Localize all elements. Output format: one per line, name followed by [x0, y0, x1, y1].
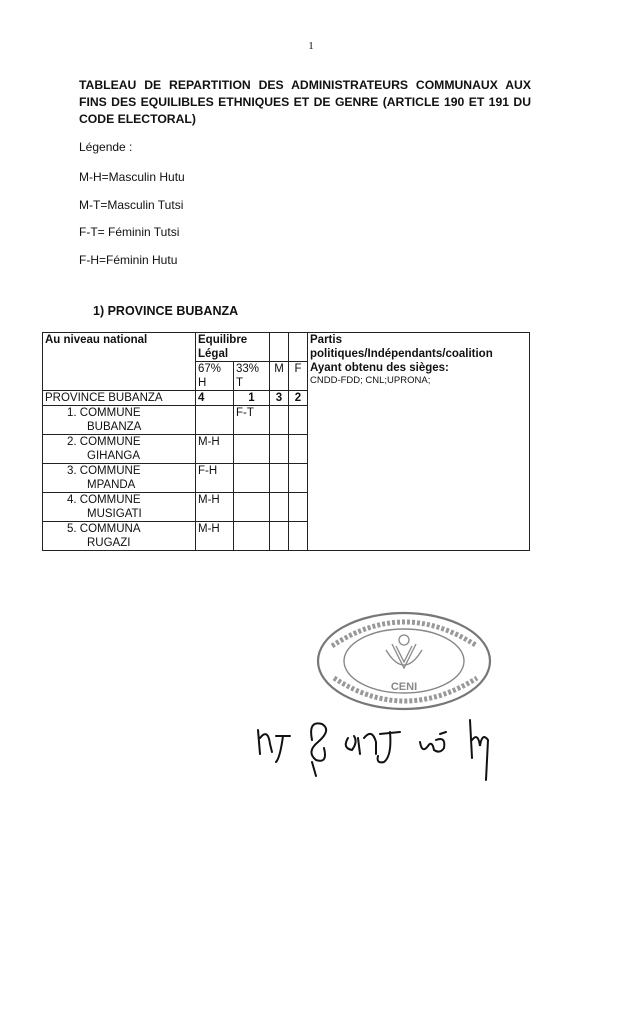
coat-of-arms-icon [386, 635, 422, 668]
header-level: Au niveau national [43, 333, 196, 391]
header-empty [270, 333, 289, 362]
commune-t [234, 522, 270, 551]
commune-t [234, 464, 270, 493]
commune-h: M-H [196, 522, 234, 551]
commune-name: 1. COMMUNE BUBANZA [43, 406, 196, 435]
section-title: 1) PROVINCE BUBANZA [93, 304, 239, 318]
commune-h [196, 406, 234, 435]
legend-item: F-T= Féminin Tutsi [79, 225, 180, 239]
official-stamp-seal [312, 606, 497, 716]
commune-name: 4. COMMUNE MUSIGATI [43, 493, 196, 522]
parties-subheading: Ayant obtenu des sièges: [310, 362, 449, 374]
commune-name: 5. COMMUNA RUGAZI [43, 522, 196, 551]
commune-name: 2. COMMUNE GIHANGA [43, 435, 196, 464]
legend-item: M-T=Masculin Tutsi [79, 198, 184, 212]
commune-f [289, 435, 308, 464]
province-name: PROVINCE BUBANZA [43, 391, 196, 406]
page-number: 1 [308, 40, 314, 52]
legend-item: F-H=Féminin Hutu [79, 253, 178, 267]
signatures [250, 718, 490, 790]
header-pct-t: 33% T [234, 362, 270, 391]
table-header-row [43, 333, 530, 362]
parties-cell [308, 333, 530, 551]
commune-t: F-T [234, 406, 270, 435]
province-f: 2 [289, 391, 308, 406]
header-m: M [270, 362, 289, 391]
legend-heading: Légende : [79, 140, 133, 154]
stamp-text: CENI [390, 681, 418, 693]
province-h: 4 [196, 391, 234, 406]
commune-f [289, 522, 308, 551]
commune-m [270, 464, 289, 493]
province-m: 3 [270, 391, 289, 406]
header-empty [289, 333, 308, 362]
commune-name: 3. COMMUNE MPANDA [43, 464, 196, 493]
commune-m [270, 435, 289, 464]
commune-f [289, 464, 308, 493]
document-title: TABLEAU DE REPARTITION DES ADMINISTRATEURS COMMUNAUX AUX FINS DES EQUILIBLES ETHNIQUES ET DE GENRE (ARTICLE 190 ET 191 DU CODE ELECTORAL) [79, 78, 531, 126]
allocation-table [42, 332, 530, 551]
province-t: 1 [234, 391, 270, 406]
parties-value: CNDD-FDD; CNL;UPRONA; [310, 375, 431, 386]
header-pct-h: 67% H [196, 362, 234, 391]
legend-item: M-H=Masculin Hutu [79, 170, 185, 184]
header-equilibre: Equilibre Légal [196, 333, 270, 362]
commune-t [234, 493, 270, 522]
header-f: F [289, 362, 308, 391]
commune-m [270, 406, 289, 435]
commune-t [234, 435, 270, 464]
commune-h: M-H [196, 435, 234, 464]
commune-f [289, 406, 308, 435]
parties-heading: Partis politiques/Indépendants/coalition [310, 334, 493, 360]
commune-f [289, 493, 308, 522]
commune-m [270, 493, 289, 522]
commune-h: F-H [196, 464, 234, 493]
commune-m [270, 522, 289, 551]
commune-h: M-H [196, 493, 234, 522]
